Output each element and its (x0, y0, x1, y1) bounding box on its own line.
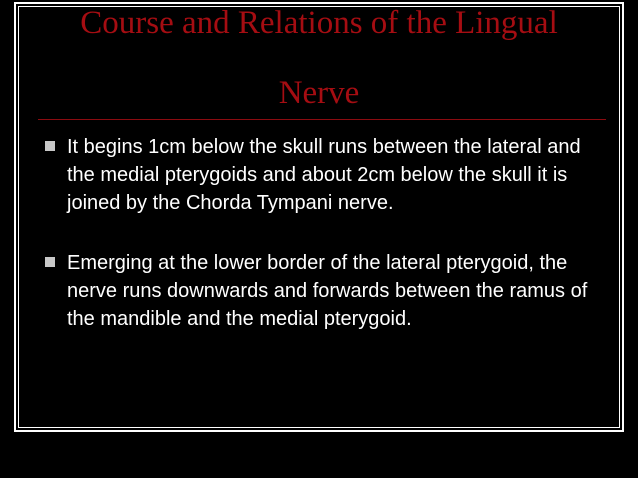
slide-title-line-1: Course and Relations of the Lingual (80, 5, 558, 41)
bullet-item (42, 249, 602, 333)
square-bullet-icon (45, 257, 55, 267)
title-divider (38, 119, 606, 120)
bullet-text: Emerging at the lower border of the lateral pterygoid, the nerve runs downwards and forwards between the ramus of the mandible and the medial pterygoid. (67, 252, 588, 330)
slide-title (30, 0, 608, 128)
bullet-item (42, 133, 602, 217)
slide-title-line-2: Nerve (278, 75, 360, 111)
bullet-list (42, 133, 602, 365)
bullet-text: It begins 1cm below the skull runs between the lateral and the medial pterygoids and about 2cm below the skull it is joined by the Chorda Tympani nerve. (67, 136, 581, 214)
square-bullet-icon (45, 141, 55, 151)
